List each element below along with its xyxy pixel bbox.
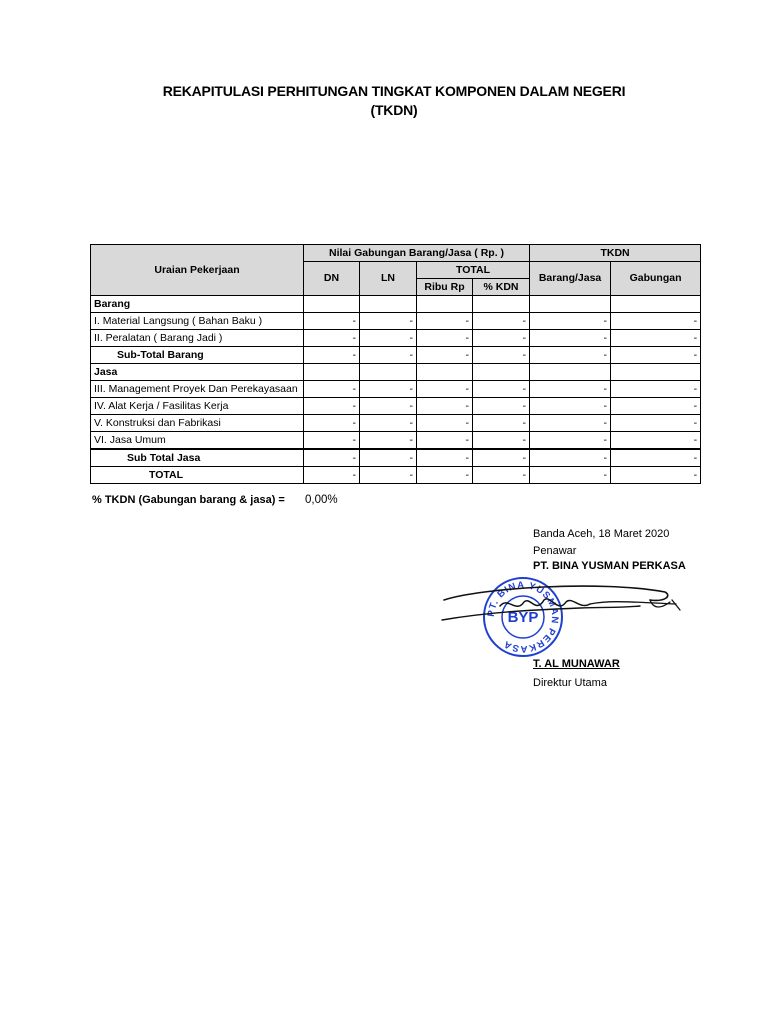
cell-barang-jasa: - [530,398,611,415]
tkdn-table [90,244,701,484]
cell-ribu-rp: - [417,381,473,398]
cell-ln: - [360,467,417,484]
total-row [91,467,701,484]
cell-pct-kdn: - [473,347,530,364]
place-date: Banda Aceh, 18 Maret 2020 [533,528,670,540]
cell-dn: - [304,330,360,347]
section-label-barang: Barang [91,296,304,313]
cell-barang-jasa: - [530,432,611,450]
document-title: REKAPITULASI PERHITUNGAN TINGKAT KOMPONEN DALAM NEGERI [162,83,626,99]
signer-role: Penawar [533,545,577,557]
signer-position: Direktur Utama [533,677,607,689]
cell-dn: - [304,449,360,467]
cell-pct-kdn: - [473,313,530,330]
header-ribu-rp: Ribu Rp [417,279,473,296]
company-stamp-and-signature [440,570,685,665]
cell-gabungan: - [611,398,701,415]
row-label: V. Konstruksi dan Fabrikasi [91,415,304,432]
header-gabungan: Gabungan [611,262,701,296]
cell-ln: - [360,330,417,347]
cell-ln: - [360,313,417,330]
stamp-initials: BYP [507,609,539,626]
row-label: TOTAL [91,467,304,484]
header-tkdn: TKDN [530,245,701,262]
cell-dn: - [304,467,360,484]
cell-ln: - [360,381,417,398]
cell-gabungan: - [611,432,701,450]
header-ln: LN [360,262,417,296]
cell-ribu-rp: - [417,449,473,467]
cell-ribu-rp: - [417,347,473,364]
cell-pct-kdn: - [473,398,530,415]
cell-pct-kdn: - [473,467,530,484]
cell-dn: - [304,347,360,364]
cell-ribu-rp: - [417,330,473,347]
header-total: TOTAL [417,262,530,279]
cell-dn: - [304,398,360,415]
table-row [91,415,701,432]
header-nilai-gabungan: Nilai Gabungan Barang/Jasa ( Rp. ) [304,245,530,262]
section-label-jasa: Jasa [91,364,304,381]
row-label: Sub Total Jasa [91,449,304,467]
header-dn: DN [304,262,360,296]
cell-gabungan: - [611,347,701,364]
table-row [91,381,701,398]
header-pct-kdn: % KDN [473,279,530,296]
cell-pct-kdn: - [473,415,530,432]
cell-ribu-rp: - [417,398,473,415]
cell-dn: - [304,313,360,330]
row-label: VI. Jasa Umum [91,432,304,450]
cell-ribu-rp: - [417,432,473,450]
tkdn-summary-value: 0,00% [305,494,338,506]
cell-barang-jasa: - [530,449,611,467]
row-label: I. Material Langsung ( Bahan Baku ) [91,313,304,330]
cell-dn: - [304,381,360,398]
subtotal-row-jasa [91,449,701,467]
cell-barang-jasa: - [530,330,611,347]
subtotal-row-barang [91,347,701,364]
cell-pct-kdn: - [473,449,530,467]
cell-ln: - [360,398,417,415]
header-barang-jasa: Barang/Jasa [530,262,611,296]
row-label: Sub-Total Barang [91,347,304,364]
cell-ribu-rp: - [417,415,473,432]
cell-pct-kdn: - [473,432,530,450]
cell-ln: - [360,432,417,450]
company-name: PT. BINA YUSMAN PERKASA [533,560,686,572]
row-label: II. Peralatan ( Barang Jadi ) [91,330,304,347]
cell-barang-jasa: - [530,347,611,364]
row-label: IV. Alat Kerja / Fasilitas Kerja [91,398,304,415]
cell-ribu-rp: - [417,313,473,330]
cell-gabungan: - [611,449,701,467]
cell-dn: - [304,415,360,432]
cell-barang-jasa: - [530,467,611,484]
cell-gabungan: - [611,330,701,347]
section-row-jasa [91,364,701,381]
table-row [91,432,701,450]
cell-gabungan: - [611,467,701,484]
stamp-arc-text: PT. BINA YUSMAN PERKASA [485,579,561,655]
cell-gabungan: - [611,415,701,432]
row-label: III. Management Proyek Dan Perekayasaan [91,381,304,398]
cell-barang-jasa: - [530,313,611,330]
cell-ln: - [360,347,417,364]
table-row [91,398,701,415]
table-row [91,330,701,347]
table-row [91,313,701,330]
cell-barang-jasa: - [530,381,611,398]
signer-name: T. AL MUNAWAR [533,658,620,670]
cell-gabungan: - [611,313,701,330]
cell-gabungan: - [611,381,701,398]
header-uraian: Uraian Pekerjaan [91,245,304,296]
cell-pct-kdn: - [473,381,530,398]
cell-dn: - [304,432,360,450]
tkdn-summary-label: % TKDN (Gabungan barang & jasa) = [92,494,285,506]
cell-ln: - [360,449,417,467]
document-subtitle: (TKDN) [370,102,418,118]
section-row-barang [91,296,701,313]
cell-ribu-rp: - [417,467,473,484]
cell-barang-jasa: - [530,415,611,432]
cell-ln: - [360,415,417,432]
cell-pct-kdn: - [473,330,530,347]
